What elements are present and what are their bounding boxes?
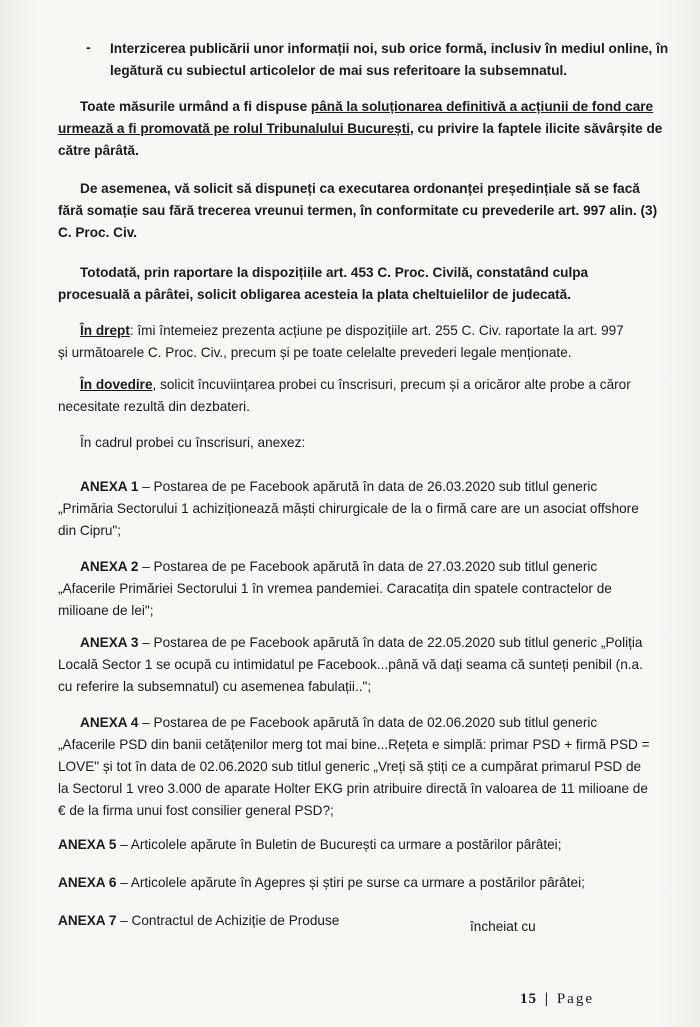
dovedire-line-2: necesitate rezultă din dezbateri. [58, 399, 250, 414]
page-word: Page [556, 991, 594, 1007]
annex-intro: În cadrul probei cu înscrisuri, anexez: [80, 435, 306, 450]
para2-line-3: C. Proc. Civ. [58, 225, 138, 240]
annex-7-tail: încheiat cu [470, 919, 536, 934]
annex-2 [58, 556, 644, 622]
dovedire-label: În dovedire [80, 377, 153, 392]
para1-underlined-2: urmează a fi promovată pe rolul Tribunalului București [58, 121, 410, 136]
para2-line-1: De asemenea, vă solicit să dispuneți ca executarea ordonanței președințiale să se facă [80, 181, 640, 196]
drept-label: În drept [80, 323, 130, 338]
annex-1-label: ANEXA 1 [80, 479, 139, 494]
annex-4-line-2: „Afacerile PSD din banii cetățenilor merg tot mai bine...Rețeta e simplă: primar PSD + firmă PSD = [58, 737, 650, 752]
annex-4-line-3: LOVE" și tot în data de 02.06.2020 sub titlul generic „Vreți să știți ce a cumpărat primarul PSD de [58, 759, 642, 774]
page-number: 15 [520, 991, 538, 1007]
para1-line-3: către pârâtă. [58, 143, 139, 158]
bullet-line-2: legătură cu subiectul articolelor de mai sus referitoare la subsemnatul. [110, 63, 568, 78]
page-separator: | [544, 991, 550, 1007]
para3-line-1: Totodată, prin raportare la dispozițiile art. 453 C. Proc. Civilă, constatând culpa [80, 265, 589, 280]
annex-1-line-2: „Primăria Sectorului 1 achiziționează măști chirurgicale de la o firmă care are un asociat offshore [58, 501, 639, 516]
drept-text: : îmi întemeiez prezenta acțiune pe dispozițiile art. 255 C. Civ. raportate la art. 997 [129, 323, 624, 338]
annex-5 [58, 834, 644, 856]
dovedire-text: , solicit încuviințarea probei cu înscrisuri, precum și a oricăror alte probe a căror [152, 377, 631, 392]
annex-5-label: ANEXA 5 [58, 837, 117, 852]
annex-7-label: ANEXA 7 [58, 913, 117, 928]
annex-4-line-4: la Sectorul 1 vreo 3.000 de aparate Holter EKG prin atribuire directă în valoarea de 11 milioane de [58, 781, 648, 796]
para1-rest: , cu privire la faptele ilicite săvârșite de [410, 121, 663, 136]
annex-6-text: – Articolele apărute în Agepres și știri pe surse ca urmare a postărilor pârâtei; [116, 875, 585, 890]
para3-line-2: procesuală a pârâtei, solicit obligarea acesteia la plata cheltuielilor de judecată. [58, 287, 571, 302]
annex-6-label: ANEXA 6 [58, 875, 117, 890]
annex-2-line-2: „Afacerile Primăriei Sectorului 1 în vremea pandemiei. Caracatița din spatele contractelor de [58, 581, 612, 596]
annex-2-line-1: – Postarea de pe Facebook apărută în data de 27.03.2020 sub titlul generic [138, 559, 598, 574]
annex-3-line-1: – Postarea de pe Facebook apărută în data de 22.05.2020 sub titlul generic „Poliția [138, 635, 643, 650]
para1-underlined-1: până la soluționarea definitivă a acțiunii de fond care [310, 99, 654, 114]
annex-1-line-1: – Postarea de pe Facebook apărută în data de 26.03.2020 sub titlul generic [138, 479, 598, 494]
annex-4-line-1: – Postarea de pe Facebook apărută în data de 02.06.2020 sub titlul generic [138, 715, 598, 730]
costs-paragraph [58, 262, 644, 306]
annex-4-label: ANEXA 4 [80, 715, 139, 730]
bullet-line-1: Interzicerea publicării unor informații noi, sub orice formă, inclusiv în mediul online, în [110, 41, 669, 56]
annex-3-line-3: cu referire la subsemnatul) cu asemenea fabulații.."; [58, 679, 372, 694]
bullet-dash: - [86, 39, 91, 55]
annex-6 [58, 872, 644, 894]
annex-2-line-3: milioane de lei"; [58, 603, 154, 618]
annex-3 [58, 632, 644, 698]
annex-1 [58, 476, 644, 542]
para2-line-2: fără somație sau fără trecerea vreunui termen, în conformitate cu prevederile art. 997 alin. (3) [58, 203, 658, 218]
annex-1-line-3: din Cipru"; [58, 523, 122, 538]
legal-basis-paragraph [58, 320, 644, 364]
annex-4 [58, 712, 650, 822]
annex-3-label: ANEXA 3 [80, 635, 139, 650]
annex-7 [58, 910, 644, 932]
annex-4-line-5: € de la firma unui fost consilier general PSD?; [58, 803, 334, 818]
annex-5-text: – Articolele apărute în Buletin de București ca urmare a postărilor pârâtei; [116, 837, 562, 852]
evidence-paragraph [58, 374, 644, 418]
bullet-item [110, 38, 669, 82]
page-footer [520, 991, 594, 1008]
execution-paragraph [58, 178, 658, 244]
para1-intro: Toate măsurile urmând a fi dispuse [80, 99, 311, 114]
measures-paragraph [58, 96, 663, 162]
annex-2-label: ANEXA 2 [80, 559, 139, 574]
annex-3-line-2: Locală Sector 1 se ocupă cu intimidatul pe Facebook...până vă dați seama că sunteți penibil (n.a. [58, 657, 643, 672]
drept-line-2: și următoarele C. Proc. Civ., precum și pe toate celelalte prevederi legale menționate. [58, 345, 572, 360]
annex-7-text: – Contractul de Achiziție de Produse [116, 913, 340, 928]
